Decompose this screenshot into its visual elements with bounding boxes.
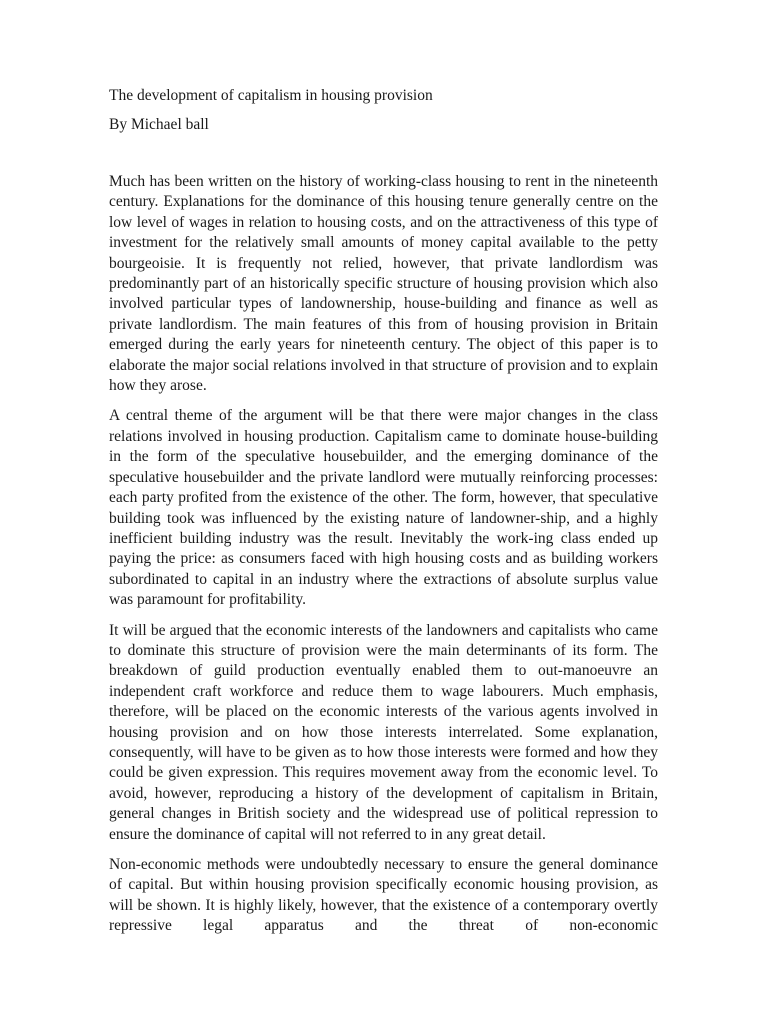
paragraph: Non-economic methods were undoubtedly necessary to ensure the general dominance of capital. But within housing provision specifically economic housing provision, as will be shown. It is highly likely, however, that the existence of a contemporary overtly repressive legal apparatus and the threat of non-economic	[109, 856, 658, 935]
document-body	[109, 172, 658, 937]
paragraph: Much has been written on the history of working-class housing to rent in the nineteenth century. Explanations for the dominance of this housing tenure generally centre on the low level of wages in relation to housing costs, and on the attractiveness of this type of investment for the relatively small amounts of money capital available to the petty bourgeoisie. It is frequently not relied, however, that private landlordism was predominantly part of an historically specific structure of housing provision which also involved particular types of landownership, house-building and finance as well as private landlordism. The main features of this from of housing provision in Britain emerged during the early years for nineteenth century. The object of this paper is to elaborate the major social relations involved in that structure of provision and to explain how they arose.	[109, 173, 658, 395]
paragraph: A central theme of the argument will be that there were major changes in the class relations involved in housing production. Capitalism came to dominate house-building in the form of the speculative housebuilder, and the emerging dominance of the speculative housebuilder and the private landlord were mutually reinforcing processes: each party profited from the existence of the other. The form, however, that speculative building took was influenced by the existing nature of landowner-ship, and a highly inefficient building industry was the result. Inevitably the work-ing class ended up paying the price: as consumers faced with high housing costs and as building workers subordinated to capital in an industry where the extractions of absolute surplus value was paramount for profitability.	[109, 407, 658, 609]
paragraph: It will be argued that the economic interests of the landowners and capitalists who came to dominate this structure of provision were the main determinants of its form. The breakdown of guild production eventually enabled them to out-manoeuvre an independent craft workforce and reduce them to wage labourers. Much emphasis, therefore, will be placed on the economic interests of the various agents involved in housing provision and on how those interests interrelated. Some explanation, consequently, will have to be given as to how those interests were formed and how they could be given expression. This requires movement away from the economic level. To avoid, however, reproducing a history of the development of capitalism in Britain, general changes in British society and the widespread use of political repression to ensure the dominance of capital will not referred to in any great detail.	[109, 621, 658, 843]
document-page	[109, 86, 658, 947]
document-title: The development of capitalism in housing provision	[109, 87, 433, 104]
document-author: By Michael ball	[109, 116, 209, 133]
